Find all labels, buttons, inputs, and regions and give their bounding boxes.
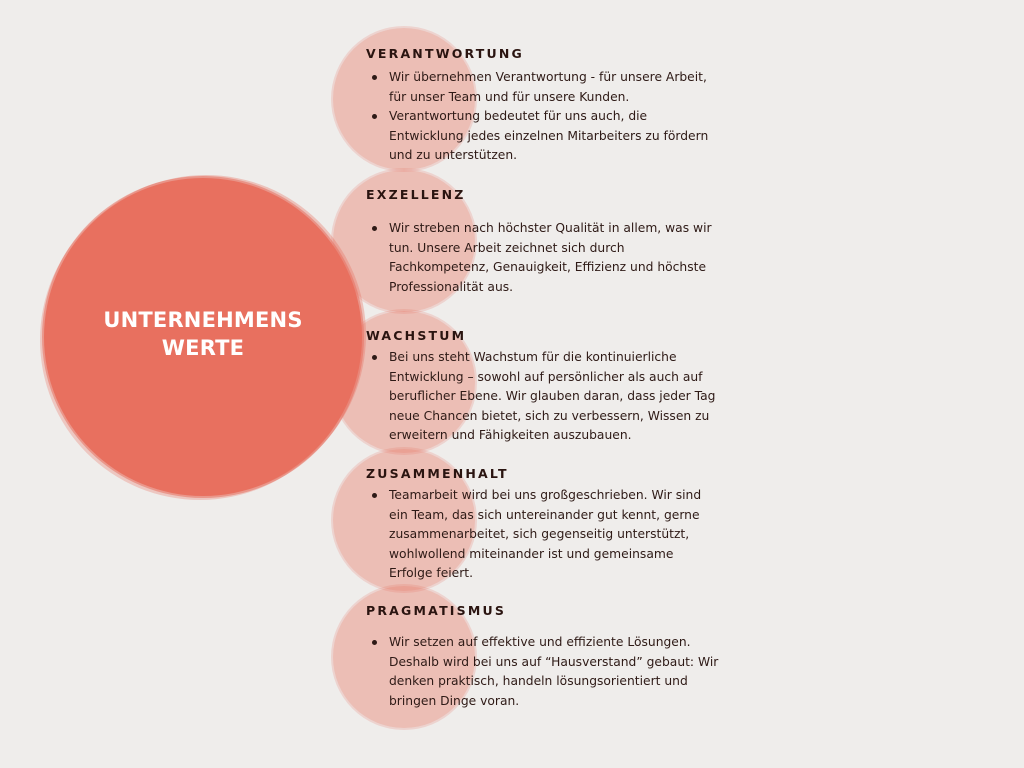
list-exzellenz — [370, 219, 720, 297]
list-item: Wir setzen auf effektive und effiziente Lösungen. Deshalb wird bei uns auf “Hausverstand” gebaut: Wir denken praktisch, handeln lösungsorientiert und bringen Dinge voran. — [370, 633, 720, 711]
list-zusammenhalt — [370, 486, 720, 584]
heading-zusammenhalt: ZUSAMMENHALT — [366, 466, 509, 481]
heading-pragmatismus: PRAGMATISMUS — [366, 603, 507, 618]
heading-verantwortung: VERANTWORTUNG — [366, 46, 524, 61]
center-title — [44, 306, 362, 362]
list-item: Verantwortung bedeutet für uns auch, die Entwicklung jedes einzelnen Mitarbeiters zu fördern und zu unterstützen. — [370, 107, 720, 166]
list-verantwortung — [370, 68, 720, 166]
heading-wachstum: WACHSTUM — [366, 328, 467, 343]
list-wachstum — [370, 348, 720, 446]
list-item: Bei uns steht Wachstum für die kontinuierliche Entwicklung – sowohl auf persönlicher als auch auf beruflicher Ebene. Wir glauben daran, dass jeder Tag neue Chancen bietet, sich zu verbessern, Wissen zu erweitern und Fähigkeiten auszubauen. — [370, 348, 720, 446]
center-title-line1: UNTERNEHMENS — [103, 308, 303, 332]
list-item: Teamarbeit wird bei uns großgeschrieben. Wir sind ein Team, das sich untereinander gut kennt, gerne zusammenarbeitet, sich gegenseitig unterstützt, wohlwollend miteinander ist und gemeinsame Erfolge feiert. — [370, 486, 720, 584]
list-pragmatismus — [370, 633, 720, 711]
heading-exzellenz: EXZELLENZ — [366, 187, 466, 202]
center-title-line2: WERTE — [161, 336, 245, 360]
list-item: Wir übernehmen Verantwortung - für unsere Arbeit, für unser Team und für unsere Kunden. — [370, 68, 720, 107]
list-item: Wir streben nach höchster Qualität in allem, was wir tun. Unsere Arbeit zeichnet sich durch Fachkompetenz, Genauigkeit, Effizienz und höchste Professionalität aus. — [370, 219, 720, 297]
